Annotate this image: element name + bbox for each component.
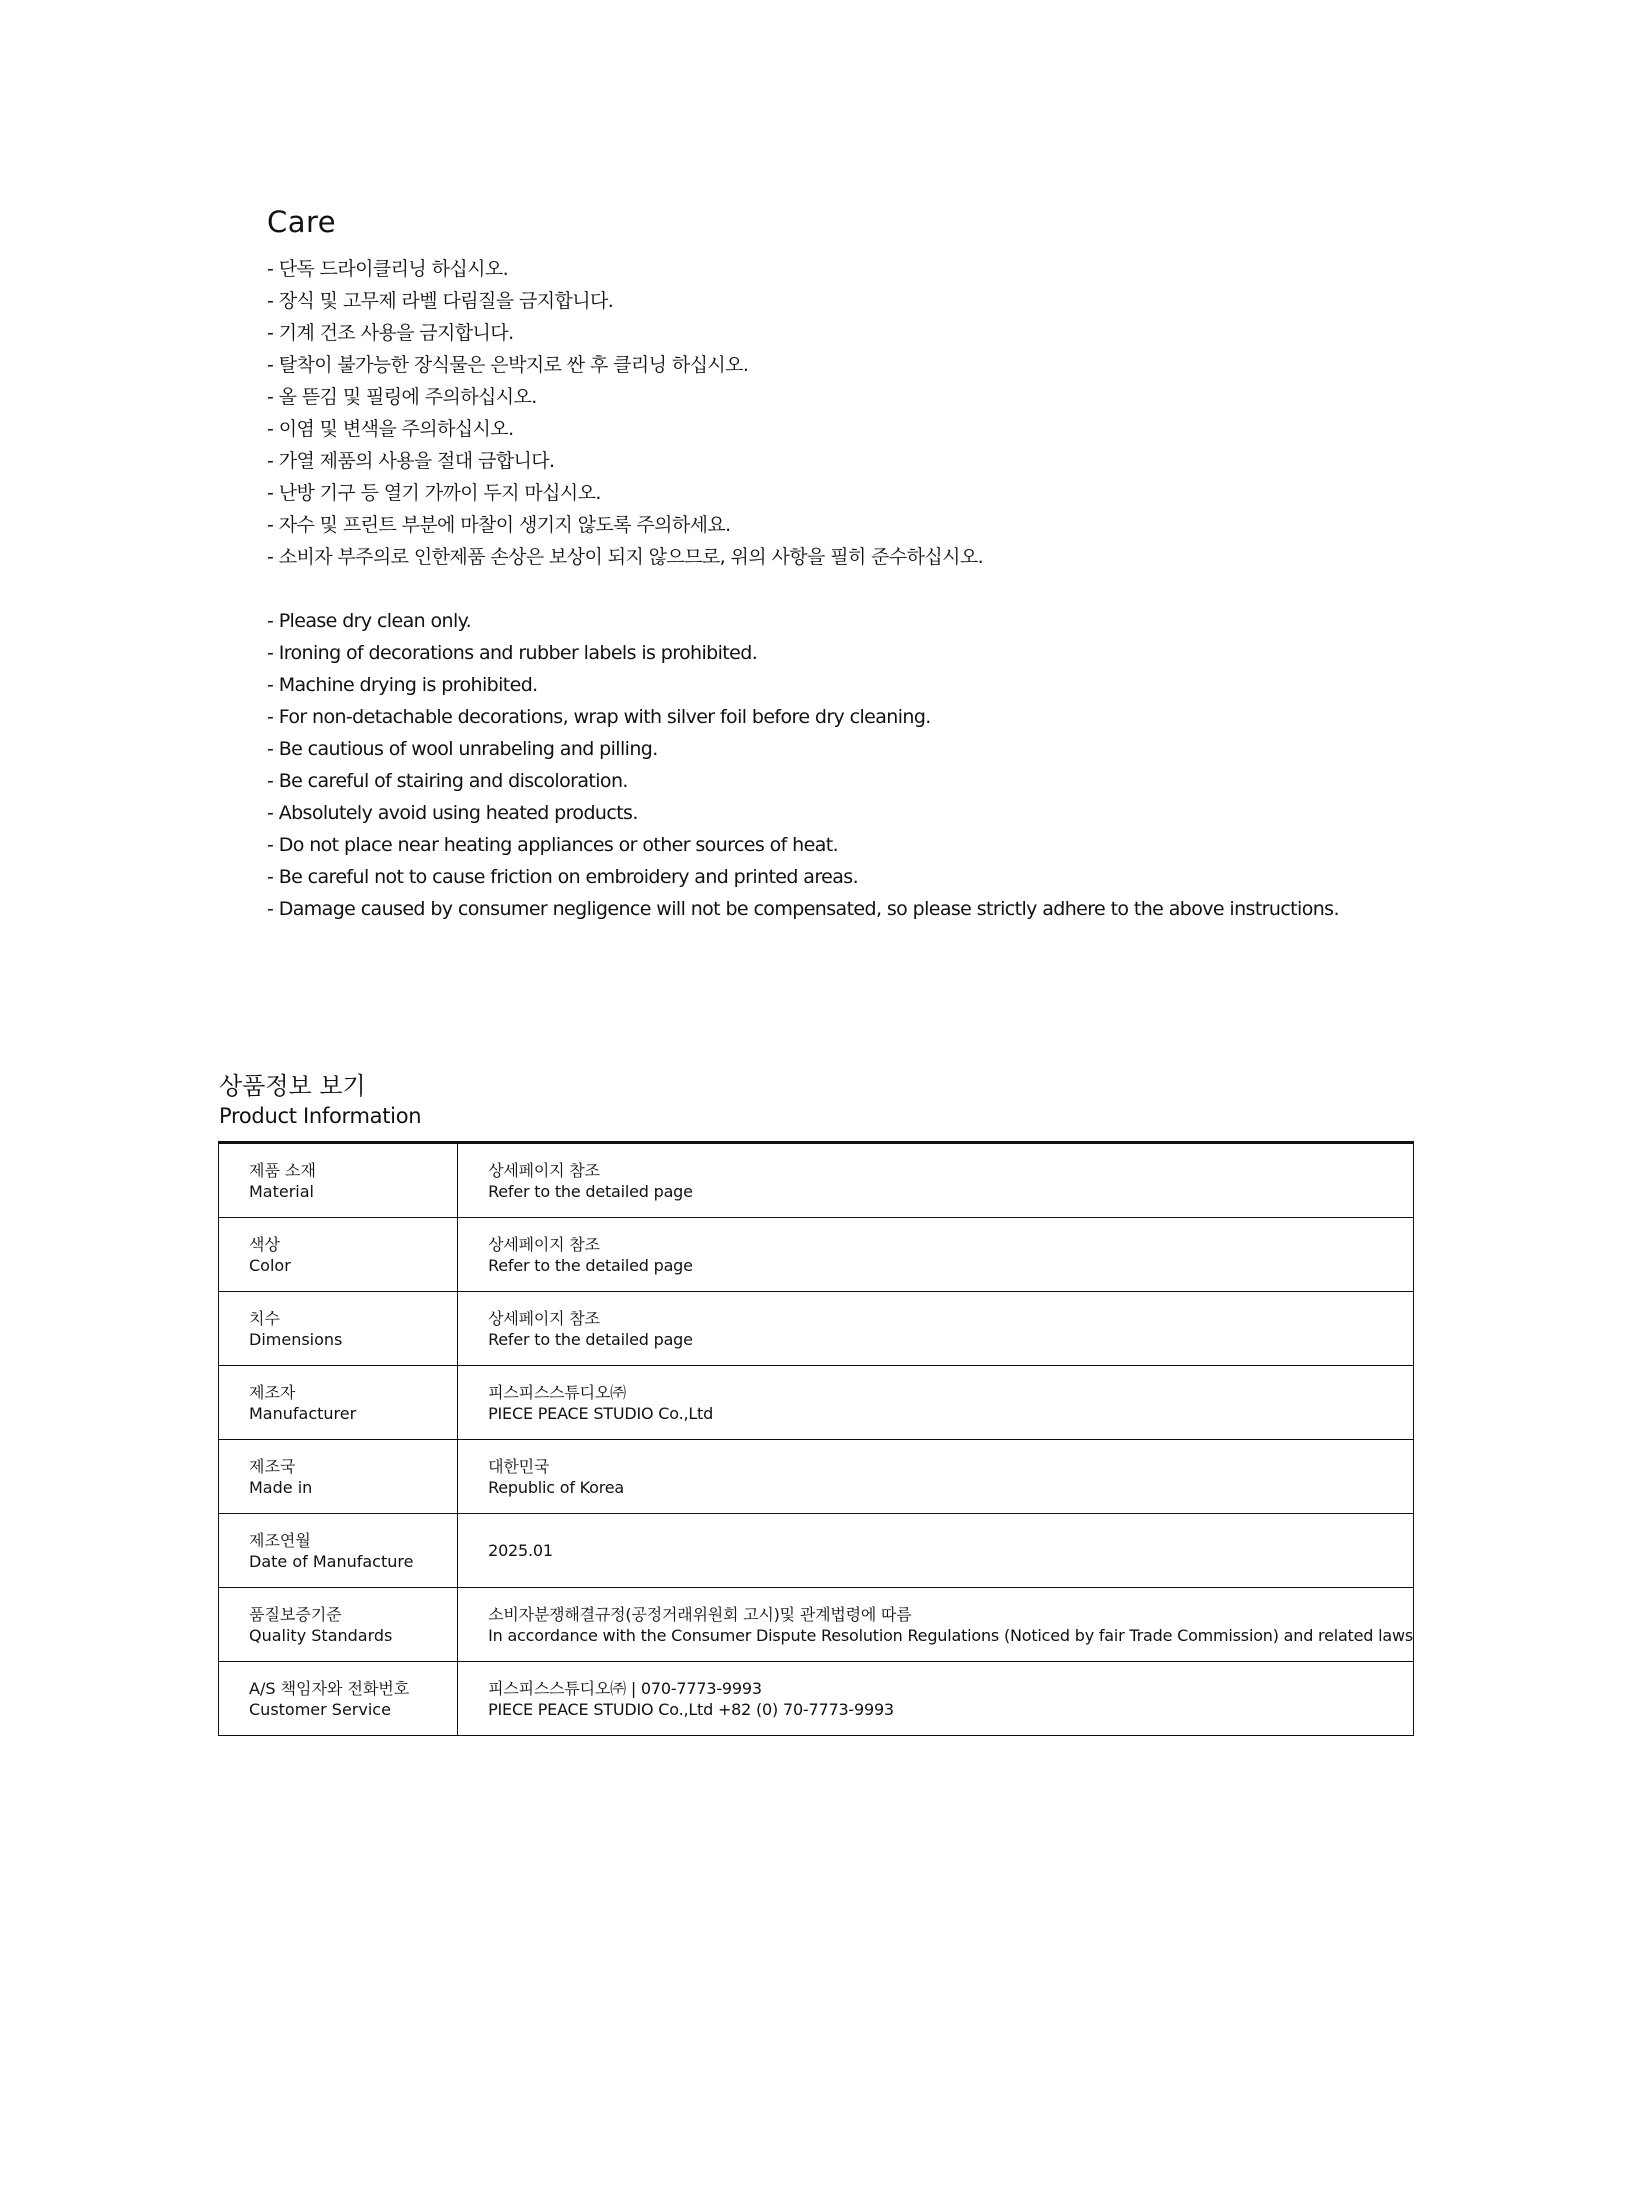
row-label-cell	[219, 1292, 458, 1366]
row-label-ko: A/S 책임자와 전화번호	[249, 1678, 410, 1698]
care-item-en: - Absolutely avoid using heated products.	[267, 802, 638, 824]
row-label-ko: 제조연월	[249, 1530, 311, 1550]
row-label-en: Color	[249, 1255, 291, 1275]
product-info-heading	[219, 1070, 421, 1130]
care-item-en: - Damage caused by consumer negligence will not be compensated, so please strictly adhere to the above instructions.	[267, 898, 1339, 920]
care-title: Care	[267, 205, 337, 239]
row-value-cell	[458, 1218, 1414, 1292]
row-value-line: 소비자분쟁해결규정(공정거래위원회 고시)및 관계법령에 따름	[488, 1604, 912, 1624]
care-item-ko: - 소비자 부주의로 인한제품 손상은 보상이 되지 않으므로, 위의 사항을 필히 준수하십시오.	[267, 546, 984, 568]
row-value-line: Republic of Korea	[488, 1477, 625, 1497]
row-value-line: In accordance with the Consumer Dispute Resolution Regulations (Noticed by fair Trade Commission) and related laws	[488, 1625, 1413, 1645]
table-row	[219, 1588, 1414, 1662]
row-value-cell	[458, 1366, 1414, 1440]
row-value-line: Refer to the detailed page	[488, 1255, 693, 1275]
care-item-en: - Be cautious of wool unrabeling and pilling.	[267, 738, 658, 760]
care-item-ko: - 장식 및 고무제 라벨 다림질을 금지합니다.	[267, 290, 614, 312]
row-value-cell	[458, 1440, 1414, 1514]
row-value-cell	[458, 1292, 1414, 1366]
row-label-en: Customer Service	[249, 1699, 391, 1719]
row-value-line: Refer to the detailed page	[488, 1329, 693, 1349]
row-value-line: 상세페이지 참조	[488, 1308, 600, 1328]
row-label-cell	[219, 1218, 458, 1292]
product-info-title-ko: 상품정보 보기	[219, 1072, 366, 1100]
row-value-line: 2025.01	[488, 1541, 553, 1560]
row-label-ko: 제품 소재	[249, 1160, 316, 1180]
product-info-title-en: Product Information	[219, 1104, 422, 1128]
row-value-line: 상세페이지 참조	[488, 1160, 600, 1180]
care-item-en: - Ironing of decorations and rubber labels is prohibited.	[267, 642, 758, 664]
table-row	[219, 1143, 1414, 1218]
row-label-ko: 색상	[249, 1234, 280, 1254]
row-value-line: 피스피스스튜디오㈜ | 070-7773-9993	[488, 1678, 762, 1698]
care-item-en: - Please dry clean only.	[267, 610, 472, 632]
row-label-cell	[219, 1662, 458, 1736]
row-label-en: Date of Manufacture	[249, 1551, 414, 1571]
row-label-ko: 치수	[249, 1308, 280, 1328]
table-row	[219, 1514, 1414, 1588]
row-value-cell	[458, 1143, 1414, 1218]
row-value-cell	[458, 1662, 1414, 1736]
row-value-cell	[458, 1588, 1414, 1662]
row-label-en: Dimensions	[249, 1329, 343, 1349]
table-row	[219, 1292, 1414, 1366]
care-item-ko: - 탈착이 불가능한 장식물은 은박지로 싼 후 클리닝 하십시오.	[267, 354, 749, 376]
care-item-en: - For non-detachable decorations, wrap with silver foil before dry cleaning.	[267, 706, 931, 728]
row-label-cell	[219, 1366, 458, 1440]
table-row	[219, 1662, 1414, 1736]
row-value-line: Refer to the detailed page	[488, 1181, 693, 1201]
care-item-en: - Be careful of stairing and discoloration.	[267, 770, 628, 792]
care-item-ko: - 단독 드라이클리닝 하십시오.	[267, 258, 509, 280]
care-item-ko: - 난방 기구 등 열기 가까이 두지 마십시오.	[267, 482, 601, 504]
row-label-en: Made in	[249, 1477, 313, 1497]
table-row	[219, 1440, 1414, 1514]
row-value-line: 상세페이지 참조	[488, 1234, 600, 1254]
care-item-ko: - 가열 제품의 사용을 절대 금합니다.	[267, 450, 555, 472]
care-item-en: - Be careful not to cause friction on embroidery and printed areas.	[267, 866, 859, 888]
row-label-ko: 제조국	[249, 1456, 296, 1476]
row-label-ko: 제조자	[249, 1382, 296, 1402]
row-label-en: Manufacturer	[249, 1403, 357, 1423]
care-item-ko: - 기계 건조 사용을 금지합니다.	[267, 322, 514, 344]
product-info-table	[218, 1141, 1414, 1736]
row-value-line: 피스피스스튜디오㈜	[488, 1382, 626, 1402]
row-label-cell	[219, 1588, 458, 1662]
row-label-en: Quality Standards	[249, 1625, 393, 1645]
row-value-cell	[458, 1514, 1414, 1588]
table-row	[219, 1366, 1414, 1440]
row-label-cell	[219, 1143, 458, 1218]
care-item-ko: - 이염 및 변색을 주의하십시오.	[267, 418, 514, 440]
row-label-en: Material	[249, 1181, 314, 1201]
row-value-line: PIECE PEACE STUDIO Co.,Ltd +82 (0) 70-7773-9993	[488, 1699, 894, 1719]
care-item-en: - Do not place near heating appliances or other sources of heat.	[267, 834, 839, 856]
row-label-cell	[219, 1514, 458, 1588]
row-label-ko: 품질보증기준	[249, 1604, 342, 1624]
care-list-korean	[267, 253, 1467, 573]
row-label-cell	[219, 1440, 458, 1514]
care-section	[267, 205, 1467, 925]
care-item-ko: - 자수 및 프린트 부분에 마찰이 생기지 않도록 주의하세요.	[267, 514, 731, 536]
care-item-ko: - 올 뜯김 및 필링에 주의하십시오.	[267, 386, 537, 408]
table-row	[219, 1218, 1414, 1292]
row-value-line: 대한민국	[488, 1456, 550, 1476]
care-list-english	[267, 605, 1467, 925]
row-value-line: PIECE PEACE STUDIO Co.,Ltd	[488, 1403, 714, 1423]
care-item-en: - Machine drying is prohibited.	[267, 674, 538, 696]
